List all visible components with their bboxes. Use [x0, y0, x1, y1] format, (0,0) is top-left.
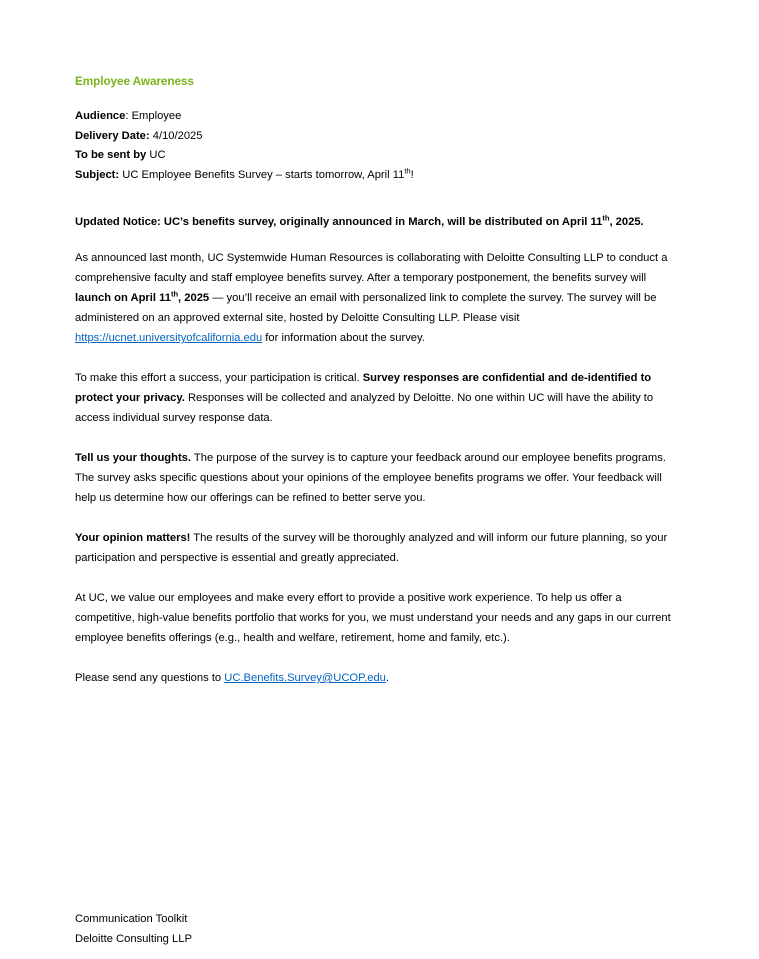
launch-text: launch on April 11	[75, 292, 171, 304]
footer-line-2: Deloitte Consulting LLP	[75, 933, 192, 945]
updated-notice	[75, 212, 675, 232]
section-heading: Employee Awareness	[75, 74, 194, 88]
p2-text-2: Responses will be collected and analyzed by Deloitte. No one within UC will have the ability to access individual survey response data.	[75, 392, 654, 424]
subject-value: UC Employee Benefits Survey – starts tomorrow, April 11	[122, 168, 405, 181]
page-footer	[75, 909, 192, 949]
ucnet-link[interactable]: https://ucnet.universityofcalifornia.edu	[75, 332, 263, 344]
audience-line: Audience: Employee	[75, 110, 182, 122]
launch-sup: th	[170, 289, 179, 299]
p1-text-2: — you’ll receive an email with personalized link to complete the survey. The survey will be administered on an approved external site, hosted by Deloitte Consulting LLP. Please visit	[75, 292, 657, 324]
sender-value: UC	[149, 149, 166, 161]
notice-text: Updated Notice: UC’s benefits survey, originally announced in March, will be distributed on April 11	[75, 216, 603, 228]
survey-email-link[interactable]: UC.Benefits.Survey@UCOP.edu	[224, 672, 386, 684]
paragraph-value	[75, 588, 675, 648]
p1-text-3: for information about the survey.	[262, 332, 425, 344]
launch-date	[75, 289, 210, 304]
p3-text: The purpose of the survey is to capture your feedback around our employee benefits programs. The survey asks specific questions about your opinions of the employee benefits programs we offer. Your feedback will help us determine how our offerings can be refined to better serve you.	[75, 452, 666, 504]
footer-line-1: Communication Toolkit	[75, 913, 188, 925]
paragraph-opinion	[75, 528, 675, 568]
audience-label: Audience	[75, 110, 126, 122]
p6-text-2: .	[385, 672, 390, 684]
p2-text: To make this effort a success, your participation is critical.	[75, 372, 363, 384]
paragraph-announcement	[75, 248, 675, 348]
audience-value: Employee	[131, 110, 182, 122]
p2-bold: Survey responses are confidential and de-identified to protect your privacy.	[75, 372, 652, 404]
paragraph-questions	[75, 668, 675, 688]
subject-value-end: !	[410, 168, 414, 181]
paragraph-privacy	[75, 368, 675, 428]
p3-bold: Tell us your thoughts.	[75, 452, 192, 464]
delivery-label: Delivery Date:	[75, 129, 150, 142]
delivery-value: 4/10/2025	[152, 129, 203, 142]
p1-text: As announced last month, UC Systemwide Human Resources is collaborating with Deloitte Consulting LLP to conduct a comprehensive faculty and staff employee benefits survey. After a temporary postponement, the benefits survey will	[75, 252, 668, 284]
subject-label: Subject:	[75, 168, 120, 181]
notice-sup: th	[602, 213, 610, 223]
p6-text: Please send any questions to	[75, 672, 225, 684]
p4-text: The results of the survey will be thoroughly analyzed and will inform our future planning, so your participation and perspective is essential and greatly appreciated.	[75, 532, 668, 564]
sender-label: To be sent by	[75, 149, 147, 161]
subject-line	[75, 166, 675, 186]
document-body	[75, 74, 675, 688]
paragraph-thoughts	[75, 448, 675, 508]
subject-sup: th	[404, 165, 411, 175]
launch-year: , 2025	[178, 292, 210, 304]
sender-line	[75, 146, 675, 166]
delivery-date-line	[75, 127, 675, 147]
p5-text: At UC, we value our employees and make every effort to provide a positive work experience. To help us offer a competitive, high-value benefits portfolio that works for you, we must understand your needs and any gaps in our current employee benefits offerings (e.g., health and welfare, retirement, home and family, etc.).	[75, 592, 671, 644]
p4-bold: Your opinion matters!	[75, 532, 191, 544]
notice-text-end: , 2025.	[609, 216, 644, 228]
